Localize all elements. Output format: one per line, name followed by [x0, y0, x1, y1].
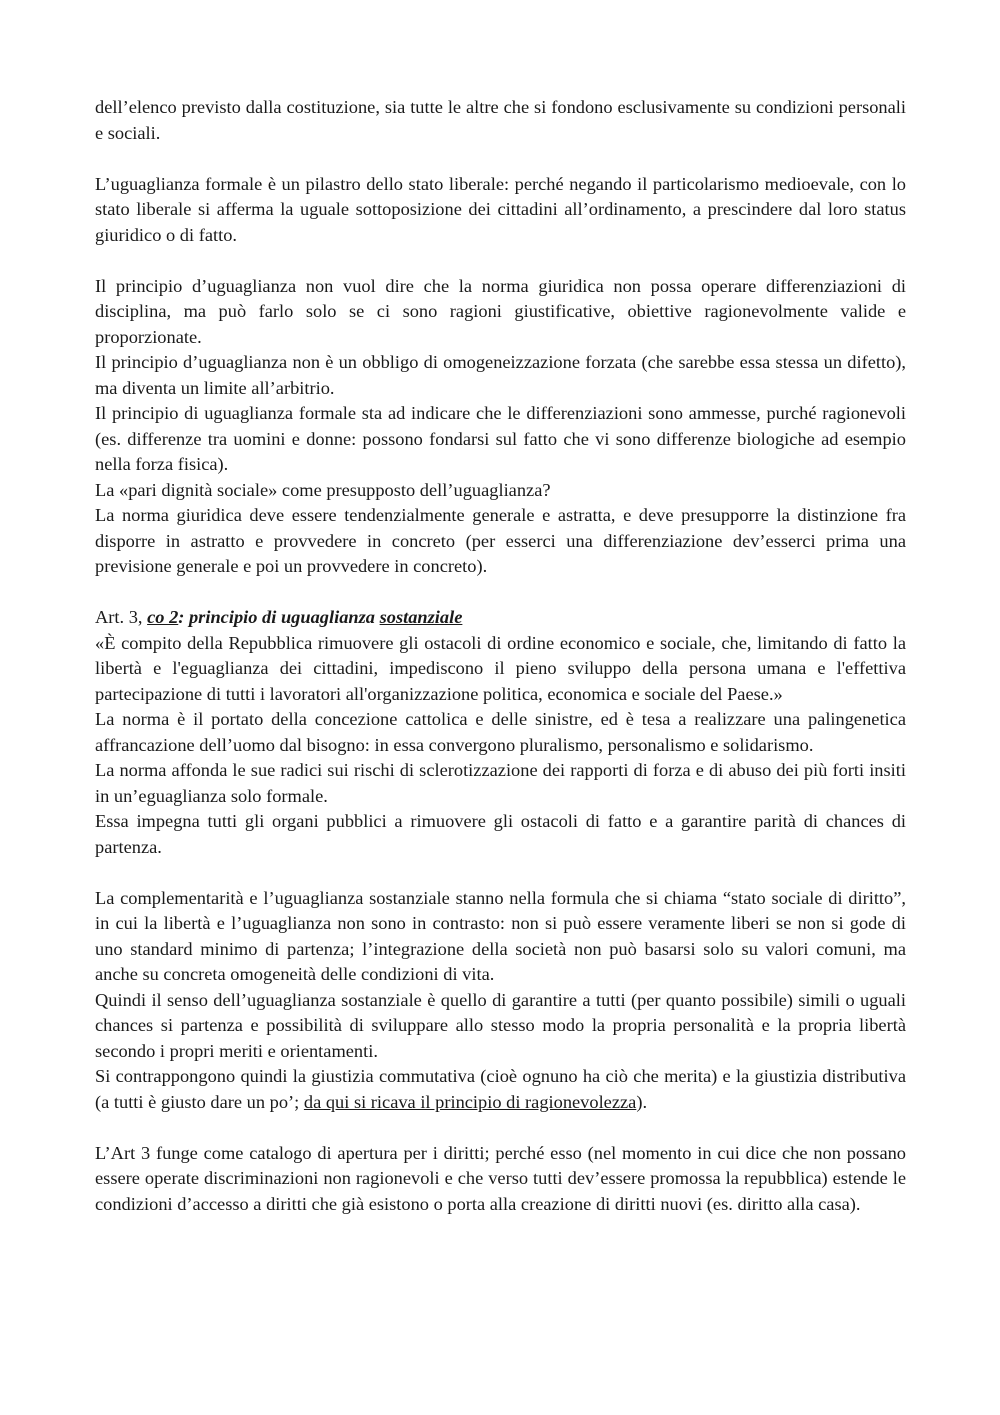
paragraph-text: Si contrappongono quindi la giustizia commutativa (cioè ognuno ha ciò che merita) e la giustizia distributiva (a tutti è giusto dare un po’; — [95, 1066, 906, 1112]
heading-middle: : principio di uguaglianza — [178, 607, 380, 627]
paragraph-group — [95, 172, 906, 249]
heading-keyword: sostanziale — [379, 607, 463, 627]
paragraph: La norma giuridica deve essere tendenzialmente generale e astratta, e deve presupporre la distinzione fra disporre in astratto e provvedere in concreto (per esserci una differenziazione dev’esserci prima una previsione generale e poi un provvedere in concreto). — [95, 505, 906, 576]
paragraph: Il principio d’uguaglianza non vuol dire che la norma giuridica non possa operare differenziazioni di disciplina, ma può farlo solo se ci sono ragioni giustificative, obiettive ragionevolmente valide e proporzionate. — [95, 275, 906, 347]
heading-prefix: Art. 3, — [95, 607, 148, 627]
paragraph-group — [95, 95, 906, 146]
paragraph: L’uguaglianza formale è un pilastro dello stato liberale: perché negando il particolarismo medioevale, con lo stato liberale si afferma la uguale sottoposizione dei cittadini all’ordinamento, a prescindere dal loro status giuridico o di fatto. — [95, 173, 906, 245]
paragraph: L’Art 3 funge come catalogo di apertura per i diritti; perché esso (nel momento in cui dice che non possano essere operate discriminazioni non ragionevoli e che verso tutti dev’essere promossa la repubblica) estende le condizioni d’accesso a diritti che già esistono o porta alla creazione di diritti nuovi (es. diritto alla casa). — [95, 1142, 906, 1214]
paragraph: dell’elenco previsto dalla costituzione, sia tutte le altre che si fondono esclusivamente su condizioni personali e sociali. — [95, 97, 906, 143]
paragraph-group — [95, 1141, 906, 1218]
underlined-text: da qui si ricava il principio di ragionevolezza — [303, 1091, 637, 1112]
paragraph: Il principio d’uguaglianza non è un obbligo di omogeneizzazione forzata (che sarebbe essa stessa un difetto), ma diventa un limite all’arbitrio. — [95, 352, 906, 398]
paragraph-group — [95, 274, 906, 580]
paragraph — [95, 1064, 906, 1115]
paragraph: Quindi il senso dell’uguaglianza sostanziale è quello di garantire a tutti (per quanto possibile) simili o uguali chances si partenza e possibilità di sviluppare allo stesso modo la propria personalità e la propria libertà secondo i propri meriti e orientamenti. — [95, 989, 906, 1061]
heading-co: co 2 — [147, 607, 179, 627]
paragraph: Essa impegna tutti gli organi pubblici a rimuovere gli ostacoli di fatto e a garantire parità di chances di partenza. — [95, 811, 906, 857]
paragraph-end: ). — [636, 1091, 648, 1112]
paragraph: La complementarità e l’uguaglianza sostanziale stanno nella formula che si chiama “stato sociale di diritto”, in cui la libertà e l’uguaglianza non sono in contrasto: non si può essere veramente liberi se non si gode di uno standard minimo di partenza; l’integrazione della società non può basarsi solo su valori comuni, ma anche su concreta omogeneità delle condizioni di vita. — [95, 887, 906, 984]
section-heading — [95, 605, 906, 631]
paragraph: La «pari dignità sociale» come presupposto dell’uguaglianza? — [95, 479, 551, 500]
paragraph-group — [95, 605, 906, 860]
paragraph: Il principio di uguaglianza formale sta ad indicare che le differenziazioni sono ammesse, purché ragionevoli (es. differenze tra uomini e donne: possono fondarsi sul fatto che vi sono differenze biologiche ad esempio nella forza fisica). — [95, 403, 906, 474]
paragraph: La norma affonda le sue radici sui rischi di sclerotizzazione dei rapporti di forza e di abuso dei più forti insiti in un’eguaglianza solo formale. — [95, 760, 906, 806]
document-page — [95, 95, 906, 1243]
paragraph: La norma è il portato della concezione cattolica e delle sinistre, ed è tesa a realizzare una palingenetica affrancazione dell’uomo dal bisogno: in essa convergono pluralismo, personalismo e solidarismo. — [95, 709, 906, 755]
paragraph-group — [95, 886, 906, 1116]
quote-paragraph: «È compito della Repubblica rimuovere gli ostacoli di ordine economico e sociale, che, limitando di fatto la libertà e l'eguaglianza dei cittadini, impediscono il pieno sviluppo della persona umana e l'effettiva partecipazione di tutti i lavoratori all'organizzazione politica, economica e sociale del Paese.» — [95, 632, 906, 704]
